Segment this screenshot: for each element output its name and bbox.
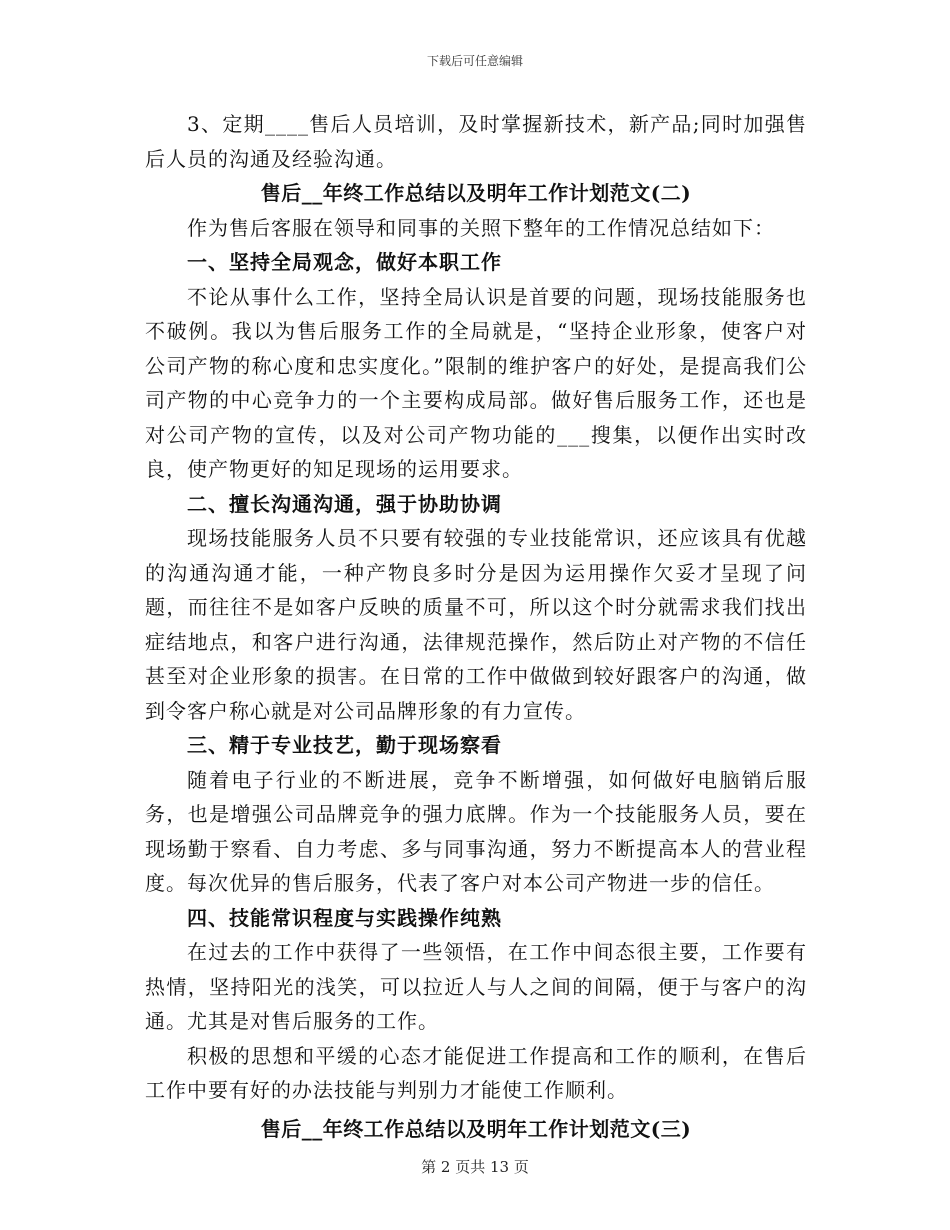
paragraph-5: 积极的思想和平缓的心态才能促进工作提高和工作的顺利，在售后工作中要有好的办法技能与判别力才能使工作顺利。 (145, 1043, 807, 1102)
page-footer: 第 2 页共 13 页 (421, 1158, 529, 1176)
section-title-3: 售后__年终工作总结以及明年工作计划范文(三) (260, 1116, 692, 1141)
heading-2: 二、擅长沟通沟通，强于协助协调 (187, 491, 502, 516)
paragraph-4: 在过去的工作中获得了一些领悟，在工作中间态很主要，工作要有热情，坚持阳光的浅笑，可以拉近人与人之间的间隔，便于与客户的沟通。尤其是对售后服务的工作。 (145, 940, 807, 1033)
heading-4: 四、技能常识程度与实践操作纯熟 (187, 905, 502, 930)
heading-1: 一、坚持全局观念，做好本职工作 (187, 250, 502, 274)
paragraph-3: 随着电子行业的不断进展，竞争不断增强，如何做好电脑销后服务，也是增强公司品牌竞争的强力底牌。作为一个技能服务人员，要在现场勤于察看、自力考虑、多与同事沟通，努力不断提高本人的营业程度。每次优异的售后服务，代表了客户对本公司产物进一步的信任。 (145, 767, 807, 895)
paragraph-2: 现场技能服务人员不只要有较强的专业技能常识，还应该具有优越的沟通沟通才能，一种产物良多时分是因为运用操作欠妥才呈现了问题，而往往不是如客户反映的质量不可，所以这个时分就需求我们找出症结地点，和客户进行沟通，法律规范操作，然后防止对产物的不信任甚至对企业形象的损害。在日常的工作中做做到较好跟客户的沟通，做到令客户称心就是对公司品牌形象的有力宣传。 (145, 526, 807, 723)
heading-3: 三、精于专业技艺，勤于现场察看 (187, 733, 502, 757)
paragraph-1: 不论从事什么工作，坚持全局认识是首要的问题，现场技能服务也不破例。我以为售后服务工作的全局就是，“坚持企业形象，使客户对公司产物的称心度和忠实度化。”限制的维护客户的好处，是提高我们公司产物的中心竞争力的一个主要构成局部。做好售后服务工作，还也是对公司产物的宣传，以及对公司产物功能的___搜集，以便作出实时改良，使产物更好的知足现场的运用要求。 (145, 284, 807, 481)
section-title-2: 售后__年终工作总结以及明年工作计划范文(二) (260, 181, 692, 205)
document-body (145, 107, 807, 1146)
page-header: 下载后可任意编辑 (426, 54, 523, 68)
paragraph-intro: 作为售后客服在领导和同事的关照下整年的工作情况总结如下： (187, 215, 775, 240)
paragraph-training: 3、定期____售后人员培训，及时掌握新技术，新产品;同时加强售后人员的沟通及经验沟通。 (145, 112, 807, 171)
